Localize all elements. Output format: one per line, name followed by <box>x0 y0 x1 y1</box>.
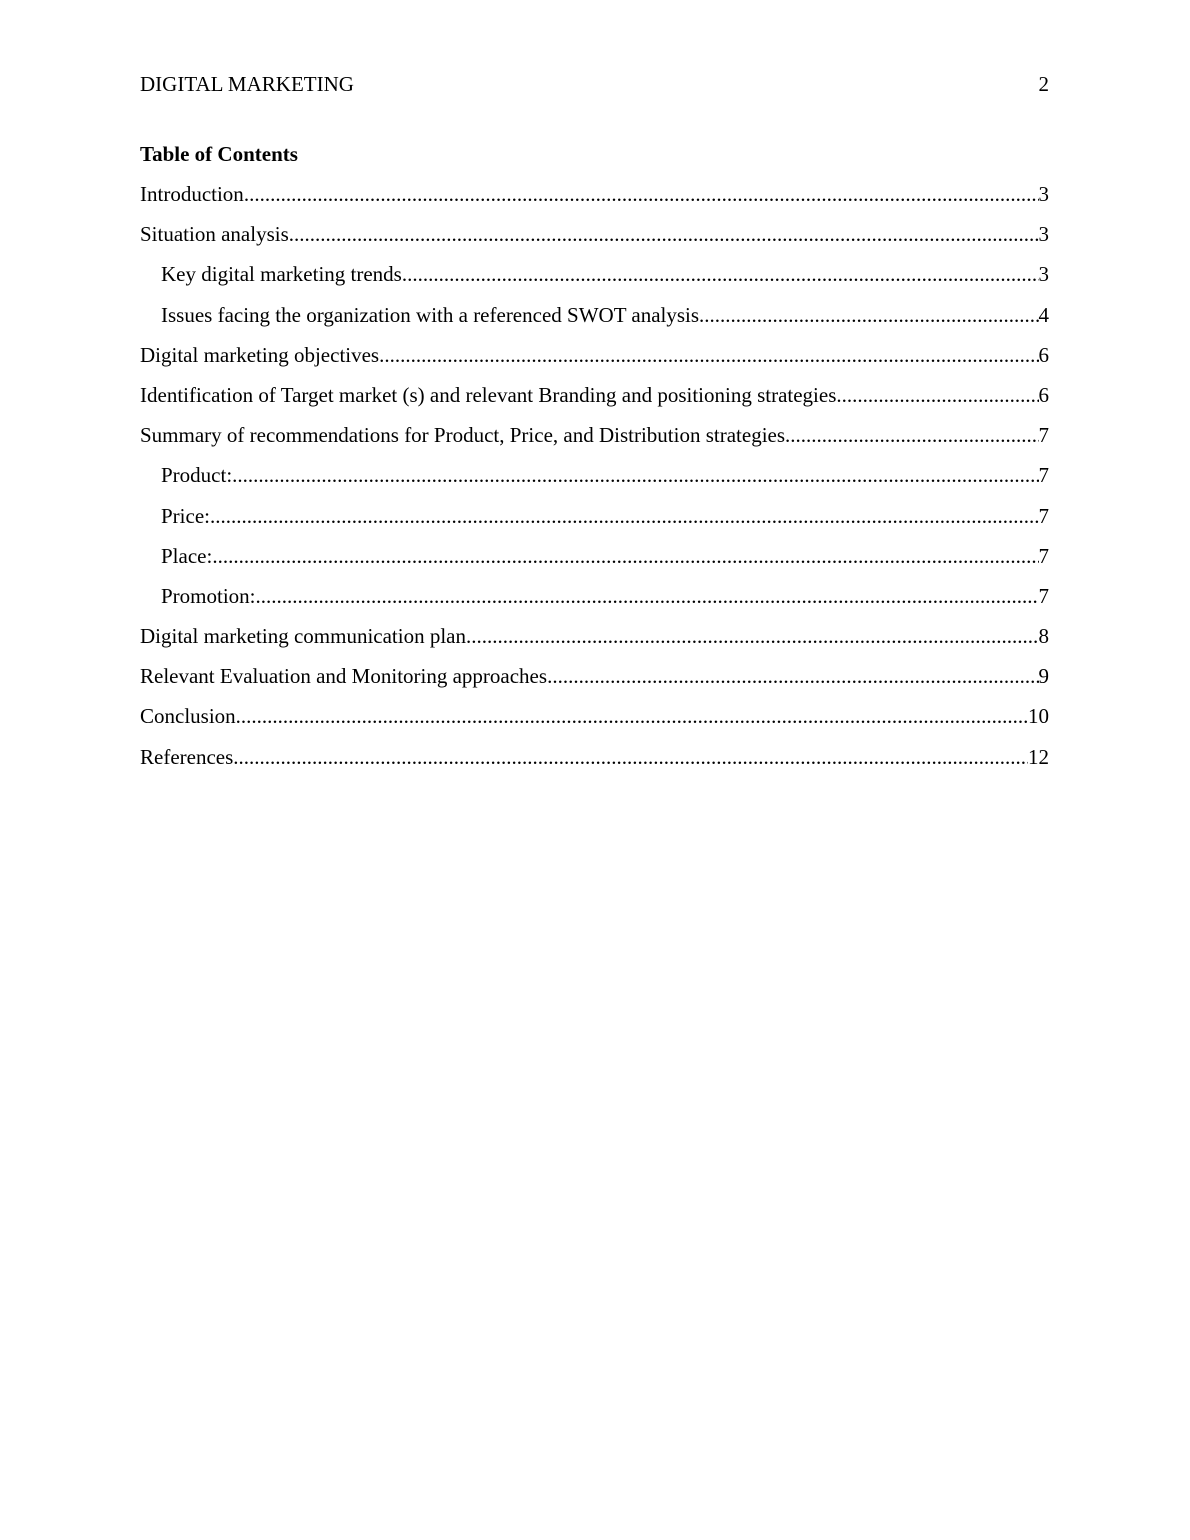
toc-entry-page: 8 <box>1038 624 1049 649</box>
toc-entry-label: Place: <box>161 543 213 568</box>
toc-dot-leader <box>256 582 1039 610</box>
toc-entry-page: 4 <box>1038 302 1049 327</box>
toc-entry-price[interactable] <box>140 502 1049 542</box>
toc-entry-digital-marketing-objectives[interactable] <box>140 341 1049 381</box>
toc-entry-label: Promotion: <box>161 583 256 608</box>
toc-dot-leader <box>836 381 1038 409</box>
toc-entry-label: Issues facing the organization with a referenced SWOT analysis <box>161 302 700 327</box>
toc-dot-leader <box>402 260 1039 288</box>
toc-entry-label: Product: <box>161 463 233 488</box>
toc-entry-label: Identification of Target market (s) and relevant Branding and positioning strategies <box>140 382 837 407</box>
toc-entry-page: 7 <box>1038 503 1049 528</box>
toc-entry-page: 6 <box>1038 342 1049 367</box>
toc-dot-leader <box>466 622 1038 650</box>
toc-dot-leader <box>236 702 1028 730</box>
toc-entry-page: 10 <box>1028 704 1049 729</box>
toc-entry-page: 12 <box>1028 744 1049 769</box>
toc-entry-label: Digital marketing objectives <box>140 342 380 367</box>
toc-entry-issues-swot[interactable] <box>140 301 1049 341</box>
toc-entry-label: Key digital marketing trends <box>161 262 402 287</box>
toc-entry-communication-plan[interactable] <box>140 622 1049 662</box>
table-of-contents <box>140 180 1049 783</box>
toc-dot-leader <box>244 180 1039 208</box>
toc-entry-summary-recommendations[interactable] <box>140 421 1049 461</box>
running-title: DIGITAL MARKETING <box>140 72 354 96</box>
toc-entry-label: Price: <box>161 503 210 528</box>
toc-entry-target-market[interactable] <box>140 381 1049 421</box>
toc-dot-leader <box>379 341 1038 369</box>
toc-entry-page: 7 <box>1038 423 1049 448</box>
toc-entry-page: 7 <box>1038 583 1049 608</box>
toc-entry-situation-analysis[interactable] <box>140 220 1049 260</box>
toc-entry-conclusion[interactable] <box>140 702 1049 742</box>
toc-dot-leader <box>289 220 1039 248</box>
page-number: 2 <box>1038 72 1049 96</box>
toc-entry-label: Conclusion <box>140 704 236 729</box>
toc-entry-promotion[interactable] <box>140 582 1049 622</box>
toc-entry-page: 9 <box>1038 664 1049 689</box>
toc-dot-leader <box>699 301 1038 329</box>
toc-dot-leader <box>785 421 1038 449</box>
toc-entry-product[interactable] <box>140 461 1049 501</box>
toc-entry-page: 7 <box>1038 463 1049 488</box>
toc-entry-page: 3 <box>1038 262 1049 287</box>
toc-entry-references[interactable] <box>140 743 1049 783</box>
toc-title: Table of Contents <box>140 142 298 166</box>
toc-dot-leader <box>233 743 1028 771</box>
toc-entry-page: 3 <box>1038 182 1049 206</box>
toc-entry-label: Situation analysis <box>140 222 289 247</box>
toc-entry-evaluation-monitoring[interactable] <box>140 662 1049 702</box>
toc-entry-introduction[interactable] <box>140 180 1049 220</box>
toc-entry-place[interactable] <box>140 542 1049 582</box>
toc-entry-label: Digital marketing communication plan <box>140 624 467 649</box>
toc-entry-page: 6 <box>1038 382 1049 407</box>
toc-entry-label: References <box>140 744 234 769</box>
toc-entry-label: Summary of recommendations for Product, Price, and Distribution strategies <box>140 423 786 448</box>
toc-entry-label: Introduction <box>140 182 244 206</box>
toc-dot-leader <box>232 461 1038 489</box>
toc-entry-page: 3 <box>1038 222 1049 247</box>
toc-dot-leader <box>210 502 1039 530</box>
page-header <box>140 70 1049 98</box>
toc-entry-key-digital-marketing-trends[interactable] <box>140 260 1049 300</box>
toc-dot-leader <box>547 662 1038 690</box>
toc-dot-leader <box>212 542 1038 570</box>
toc-entry-label: Relevant Evaluation and Monitoring approaches <box>140 664 548 689</box>
toc-entry-page: 7 <box>1038 543 1049 568</box>
